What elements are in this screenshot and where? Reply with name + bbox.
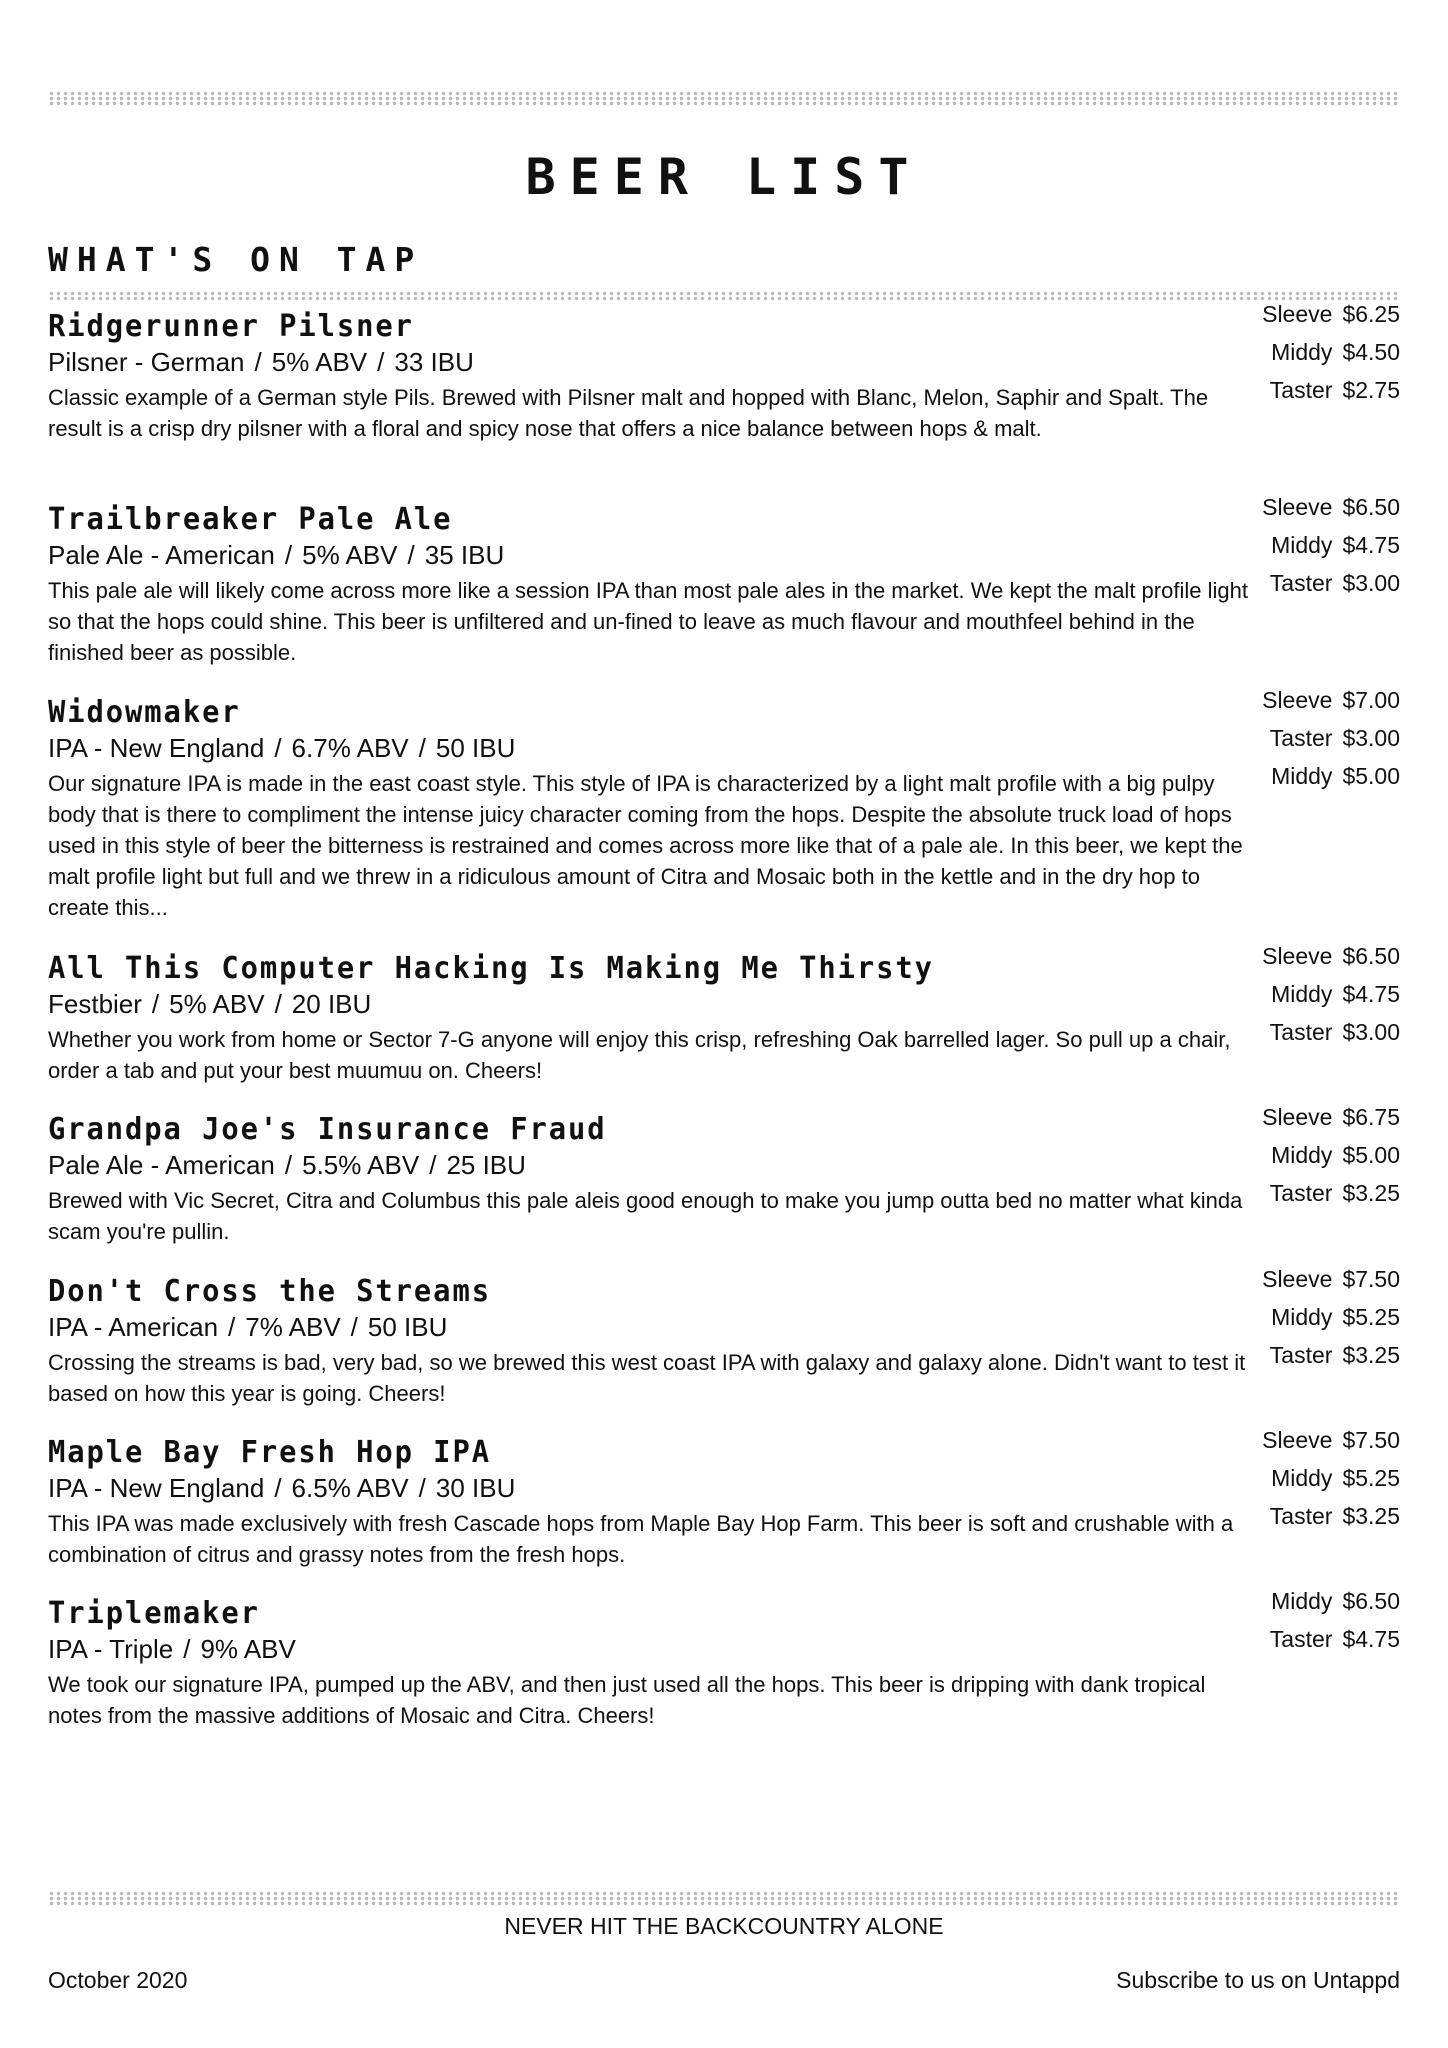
serving-price: $5.25	[1342, 1304, 1400, 1330]
beer-name: Don't Cross the Streams	[48, 1274, 491, 1309]
serving-size: Sleeve	[1262, 1104, 1333, 1130]
serving-size: Taster	[1269, 1019, 1333, 1045]
spec-separator: /	[429, 1150, 437, 1180]
beer-ibu: 30 IBU	[435, 1473, 516, 1503]
price-row	[1262, 371, 1400, 409]
serving-size: Sleeve	[1262, 687, 1333, 713]
serving-price: $4.75	[1342, 981, 1400, 1007]
serving-price: $3.25	[1342, 1180, 1400, 1206]
serving-price: $4.50	[1342, 339, 1400, 365]
beer-description: Our signature IPA is made in the east coast style. This style of IPA is characterized by a light malt profile with a big pulpy body that is there to compliment the intense juicy character coming from the hops. Despite the absolute truck load of hops used in this style of beer the bitterness is restrained and comes across more like that of a pale ale. In this beer, we kept the malt profile light but full and we threw in a ridiculous amount of Citra and Mosaic both in the kettle and in the dry hop to create this...	[48, 771, 1243, 920]
serving-size: Middy	[1271, 1142, 1333, 1168]
serving-price: $5.00	[1342, 1142, 1400, 1168]
beer-item	[48, 1427, 1400, 1570]
serving-size: Sleeve	[1262, 494, 1333, 520]
beer-style: Pale Ale - American	[48, 540, 275, 570]
beer-name: Maple Bay Fresh Hop IPA	[48, 1435, 491, 1470]
serving-size: Middy	[1271, 1465, 1333, 1491]
spec-separator: /	[284, 1150, 293, 1180]
beer-description: Crossing the streams is bad, very bad, so we brewed this west coast IPA with galaxy and galaxy alone. Didn't want to test it based on how this year is going. Cheers!	[48, 1350, 1246, 1406]
price-row	[1262, 1298, 1400, 1336]
beer-ibu: 50 IBU	[435, 733, 516, 763]
beer-ibu: 20 IBU	[291, 989, 372, 1019]
beer-description: This pale ale will likely come across more like a session IPA than most pale ales in the market. We kept the malt profile light so that the hops could shine. This beer is unfiltered and un-fined to leave as much flavour and mouthfeel behind in the finished beer as possible.	[48, 578, 1248, 665]
beer-ibu: 33 IBU	[394, 347, 474, 377]
serving-price: $3.25	[1342, 1503, 1400, 1529]
beer-abv: 5% ABV	[169, 989, 265, 1019]
price-row	[1262, 1497, 1400, 1535]
top-divider-inner	[48, 96, 1400, 106]
serving-price: $6.25	[1342, 301, 1400, 327]
serving-size: Middy	[1271, 763, 1333, 789]
price-row	[1262, 757, 1400, 795]
serving-price: $3.00	[1342, 1019, 1400, 1045]
beer-specs	[48, 986, 1400, 1022]
price-row	[1262, 1459, 1400, 1497]
serving-size: Sleeve	[1262, 301, 1333, 327]
beer-name: Widowmaker	[48, 695, 241, 730]
serving-price: $4.75	[1342, 532, 1400, 558]
price-list	[1270, 1582, 1400, 1658]
beer-item	[48, 1588, 1400, 1731]
beer-abv: 5.5% ABV	[302, 1150, 420, 1180]
beer-item	[48, 1266, 1400, 1409]
price-row	[1262, 1174, 1400, 1212]
beer-style: IPA - New England	[48, 1473, 265, 1503]
price-row	[1262, 937, 1400, 975]
beer-name: All This Computer Hacking Is Making Me Thirsty	[48, 951, 934, 986]
price-row	[1262, 1098, 1400, 1136]
spec-separator: /	[350, 1312, 358, 1342]
price-row	[1262, 564, 1400, 602]
price-list	[1262, 488, 1400, 602]
footer-date: October 2020	[48, 1967, 188, 1993]
price-list	[1262, 295, 1400, 409]
serving-price: $7.00	[1342, 687, 1400, 713]
beer-style: Pale Ale - American	[48, 1150, 275, 1180]
beer-item	[48, 687, 1400, 923]
section-divider	[48, 291, 1400, 301]
serving-price: $3.00	[1342, 570, 1400, 596]
serving-price: $4.75	[1342, 1626, 1400, 1652]
price-list	[1262, 681, 1400, 795]
serving-size: Middy	[1271, 339, 1333, 365]
spec-separator: /	[418, 733, 426, 763]
spec-separator: /	[151, 989, 160, 1019]
beer-name: Ridgerunner Pilsner	[48, 309, 414, 344]
serving-price: $6.50	[1342, 494, 1400, 520]
price-row	[1262, 719, 1400, 757]
beer-ibu: 35 IBU	[424, 540, 505, 570]
serving-price: $5.25	[1342, 1465, 1400, 1491]
spec-separator: /	[183, 1634, 191, 1664]
serving-size: Taster	[1269, 377, 1333, 403]
beer-name: Trailbreaker Pale Ale	[48, 502, 453, 537]
serving-price: $3.25	[1342, 1342, 1400, 1368]
serving-size: Taster	[1269, 1180, 1333, 1206]
beer-specs	[48, 537, 1400, 573]
beer-abv: 6.5% ABV	[291, 1473, 409, 1503]
beer-style: Festbier	[48, 989, 142, 1019]
price-row	[1262, 1260, 1400, 1298]
serving-size: Taster	[1269, 1342, 1333, 1368]
beer-style: IPA - American	[48, 1312, 219, 1342]
serving-price: $3.00	[1342, 725, 1400, 751]
serving-size: Middy	[1271, 532, 1333, 558]
beer-abv: 5% ABV	[271, 347, 368, 377]
price-row	[1262, 1013, 1400, 1051]
beer-abv: 7% ABV	[245, 1312, 341, 1342]
beer-item	[48, 494, 1400, 668]
beer-item	[48, 1104, 1400, 1247]
serving-size: Middy	[1271, 1588, 1333, 1614]
serving-size: Middy	[1271, 981, 1333, 1007]
beer-style: IPA - New England	[48, 733, 265, 763]
spec-separator: /	[228, 1312, 236, 1342]
serving-size: Taster	[1269, 1503, 1333, 1529]
serving-size: Taster	[1269, 570, 1333, 596]
price-row	[1262, 975, 1400, 1013]
serving-price: $2.75	[1342, 377, 1400, 403]
price-list	[1262, 1260, 1400, 1374]
price-row	[1262, 295, 1400, 333]
beer-description: Classic example of a German style Pils. Brewed with Pilsner malt and hopped with Blanc, Melon, Saphir and Spalt. The result is a crisp dry pilsner with a floral and spicy nose that offers a nice balance between hops & malt.	[48, 385, 1209, 441]
spec-separator: /	[274, 733, 282, 763]
beer-abv: 5% ABV	[302, 540, 398, 570]
serving-size: Sleeve	[1262, 943, 1333, 969]
spec-separator: /	[284, 540, 293, 570]
beer-style: IPA - Triple	[48, 1634, 174, 1664]
price-list	[1262, 1421, 1400, 1535]
page-title: BEER LIST	[525, 148, 923, 206]
price-row	[1262, 488, 1400, 526]
beer-description: Whether you work from home or Sector 7-G anyone will enjoy this crisp, refreshing Oak barrelled lager. So pull up a chair, order a tab and put your best muumuu on. Cheers!	[48, 1027, 1231, 1083]
price-row	[1270, 1620, 1400, 1658]
serving-size: Middy	[1271, 1304, 1333, 1330]
section-heading-on-tap: WHAT'S ON TAP	[48, 240, 424, 279]
price-row	[1262, 1336, 1400, 1374]
beer-description: We took our signature IPA, pumped up the ABV, and then just used all the hops. This beer is dripping with dank tropical notes from the massive additions of Mosaic and Citra. Cheers!	[48, 1672, 1206, 1728]
subscribe-link[interactable]: Subscribe to us on Untappd	[1116, 1967, 1400, 1993]
beer-item	[48, 301, 1400, 444]
price-row	[1262, 1421, 1400, 1459]
spec-separator: /	[377, 347, 385, 377]
beer-style: Pilsner - German	[48, 347, 245, 377]
beer-ibu: 50 IBU	[367, 1312, 448, 1342]
beer-name: Triplemaker	[48, 1596, 260, 1631]
beer-abv: 6.7% ABV	[291, 733, 409, 763]
beer-abv: 9% ABV	[200, 1634, 296, 1664]
serving-price: $7.50	[1342, 1266, 1400, 1292]
serving-size: Sleeve	[1262, 1427, 1333, 1453]
beer-specs	[48, 1470, 1400, 1506]
beer-ibu: 25 IBU	[446, 1150, 526, 1180]
serving-price: $6.50	[1342, 1588, 1400, 1614]
beer-specs	[48, 1309, 1400, 1345]
serving-size: Taster	[1269, 725, 1333, 751]
beer-description: This IPA was made exclusively with fresh Cascade hops from Maple Bay Hop Farm. This beer is soft and crushable with a combination of citrus and grassy notes from the fresh hops.	[48, 1511, 1234, 1567]
beer-specs	[48, 344, 1400, 380]
footer-slogan: NEVER HIT THE BACKCOUNTRY ALONE	[504, 1913, 944, 1939]
beer-description: Brewed with Vic Secret, Citra and Columbus this pale aleis good enough to make you jump outta bed no matter what kinda scam you're pullin.	[48, 1188, 1243, 1244]
serving-price: $7.50	[1342, 1427, 1400, 1453]
beer-name: Grandpa Joe's Insurance Fraud	[48, 1112, 607, 1147]
serving-size: Taster	[1269, 1626, 1333, 1652]
spec-separator: /	[274, 1473, 282, 1503]
spec-separator: /	[254, 347, 262, 377]
serving-price: $6.50	[1342, 943, 1400, 969]
beer-specs	[48, 730, 1400, 766]
spec-separator: /	[407, 540, 415, 570]
price-row	[1262, 526, 1400, 564]
footer-divider-inner	[48, 1896, 1400, 1906]
price-row	[1262, 333, 1400, 371]
serving-size: Sleeve	[1262, 1266, 1333, 1292]
serving-price: $6.75	[1342, 1104, 1400, 1130]
beer-specs	[48, 1631, 1400, 1667]
spec-separator: /	[274, 989, 282, 1019]
price-row	[1262, 1136, 1400, 1174]
serving-price: $5.00	[1342, 763, 1400, 789]
spec-separator: /	[418, 1473, 426, 1503]
price-row	[1270, 1582, 1400, 1620]
price-list	[1262, 937, 1400, 1051]
beer-specs	[48, 1147, 1400, 1183]
price-list	[1262, 1098, 1400, 1212]
price-row	[1262, 681, 1400, 719]
beer-item	[48, 943, 1400, 1086]
